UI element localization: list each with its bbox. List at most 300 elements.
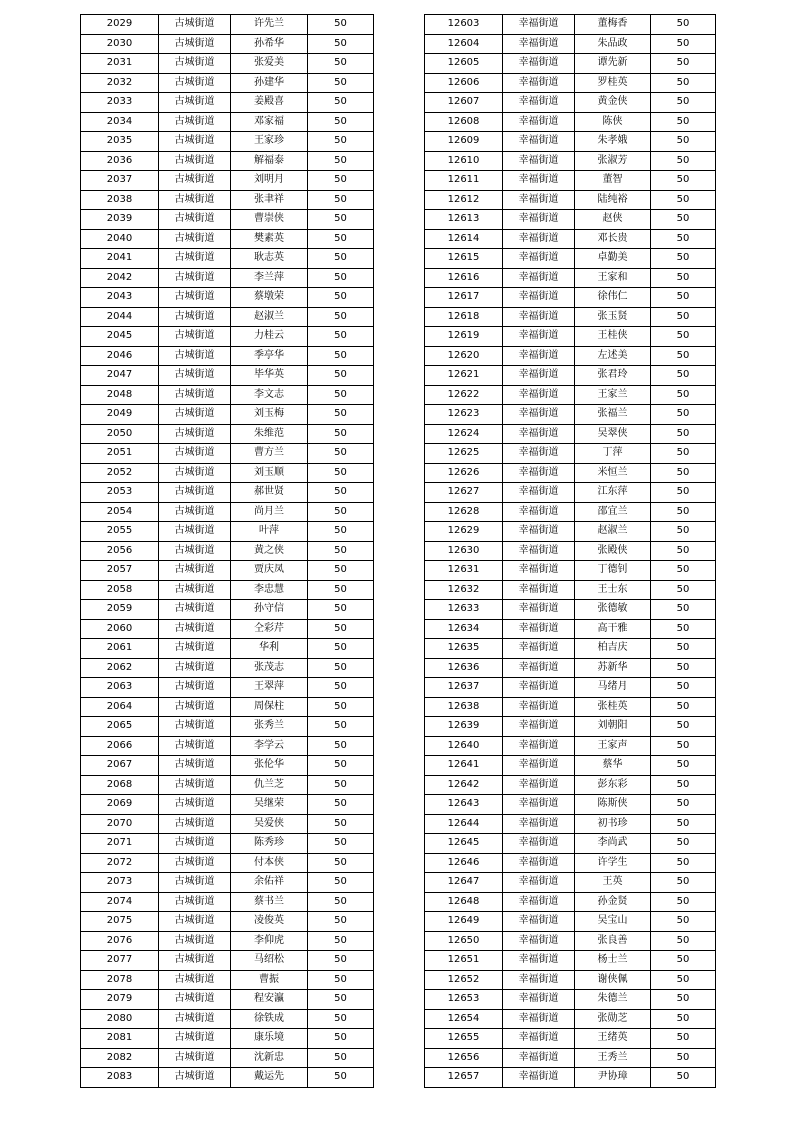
cell-number: 2078 [81, 970, 159, 990]
cell-street: 古城街道 [159, 483, 231, 503]
cell-street: 幸福街道 [503, 307, 575, 327]
cell-name: 刘明月 [231, 171, 308, 191]
cell-street: 古城街道 [159, 951, 231, 971]
cell-amount: 50 [651, 756, 716, 776]
cell-amount: 50 [651, 970, 716, 990]
cell-number: 2039 [81, 210, 159, 230]
table-row [81, 1009, 374, 1029]
cell-street: 古城街道 [159, 931, 231, 951]
cell-name: 沈新忠 [231, 1048, 308, 1068]
table-row [425, 814, 716, 834]
cell-name: 张良善 [575, 931, 651, 951]
cell-amount: 50 [308, 580, 374, 600]
cell-street: 幸福街道 [503, 73, 575, 93]
cell-number: 12632 [425, 580, 503, 600]
cell-amount: 50 [651, 210, 716, 230]
cell-number: 12621 [425, 366, 503, 386]
cell-amount: 50 [651, 853, 716, 873]
cell-name: 赵淑兰 [231, 307, 308, 327]
cell-amount: 50 [308, 307, 374, 327]
cell-street: 古城街道 [159, 385, 231, 405]
table-row [81, 639, 374, 659]
cell-name: 左述美 [575, 346, 651, 366]
table-row [425, 1009, 716, 1029]
cell-number: 12656 [425, 1048, 503, 1068]
cell-name: 戴运先 [231, 1068, 308, 1088]
table-left [80, 14, 374, 1088]
cell-number: 2035 [81, 132, 159, 152]
cell-amount: 50 [308, 814, 374, 834]
cell-amount: 50 [308, 132, 374, 152]
cell-number: 2045 [81, 327, 159, 347]
cell-name: 陈侠 [575, 112, 651, 132]
cell-amount: 50 [308, 1029, 374, 1049]
table-row [81, 1068, 374, 1088]
cell-name: 孙建华 [231, 73, 308, 93]
table-row [425, 463, 716, 483]
cell-street: 古城街道 [159, 132, 231, 152]
cell-amount: 50 [651, 814, 716, 834]
cell-street: 古城街道 [159, 619, 231, 639]
cell-amount: 50 [651, 834, 716, 854]
cell-name: 王绪英 [575, 1029, 651, 1049]
table-row [81, 697, 374, 717]
cell-number: 12642 [425, 775, 503, 795]
cell-amount: 50 [308, 853, 374, 873]
cell-amount: 50 [308, 483, 374, 503]
cell-name: 张君玲 [575, 366, 651, 386]
cell-number: 2050 [81, 424, 159, 444]
cell-name: 张勋芝 [575, 1009, 651, 1029]
cell-number: 12652 [425, 970, 503, 990]
cell-name: 王秀兰 [575, 1048, 651, 1068]
cell-name: 李学云 [231, 736, 308, 756]
table-row [81, 151, 374, 171]
cell-number: 2060 [81, 619, 159, 639]
cell-street: 古城街道 [159, 1048, 231, 1068]
table-row [425, 132, 716, 152]
cell-street: 幸福街道 [503, 522, 575, 542]
table-row [425, 171, 716, 191]
cell-amount: 50 [308, 424, 374, 444]
cell-street: 幸福街道 [503, 600, 575, 620]
table-row [81, 931, 374, 951]
cell-name: 丁德钊 [575, 561, 651, 581]
cell-number: 12616 [425, 268, 503, 288]
cell-name: 吴翠侠 [575, 424, 651, 444]
cell-street: 幸福街道 [503, 658, 575, 678]
cell-street: 幸福街道 [503, 112, 575, 132]
table-row [425, 580, 716, 600]
cell-amount: 50 [308, 775, 374, 795]
table-row [81, 600, 374, 620]
cell-amount: 50 [308, 892, 374, 912]
cell-number: 2067 [81, 756, 159, 776]
cell-street: 幸福街道 [503, 502, 575, 522]
cell-street: 幸福街道 [503, 132, 575, 152]
cell-amount: 50 [308, 229, 374, 249]
table-row [425, 853, 716, 873]
cell-name: 耿志英 [231, 249, 308, 269]
cell-name: 王家珍 [231, 132, 308, 152]
cell-name: 曹崇侠 [231, 210, 308, 230]
cell-amount: 50 [651, 1029, 716, 1049]
cell-name: 付本侠 [231, 853, 308, 873]
table-row [81, 912, 374, 932]
cell-street: 幸福街道 [503, 834, 575, 854]
cell-number: 12624 [425, 424, 503, 444]
table-row [425, 619, 716, 639]
cell-name: 张茂志 [231, 658, 308, 678]
table-row [81, 853, 374, 873]
cell-amount: 50 [308, 366, 374, 386]
cell-amount: 50 [308, 288, 374, 308]
cell-street: 幸福街道 [503, 93, 575, 113]
cell-name: 吴宝山 [575, 912, 651, 932]
cell-amount: 50 [308, 619, 374, 639]
cell-street: 幸福街道 [503, 405, 575, 425]
cell-amount: 50 [308, 268, 374, 288]
cell-amount: 50 [308, 1009, 374, 1029]
cell-street: 幸福街道 [503, 366, 575, 386]
cell-street: 古城街道 [159, 853, 231, 873]
cell-amount: 50 [308, 717, 374, 737]
cell-amount: 50 [651, 249, 716, 269]
table-row [81, 385, 374, 405]
cell-street: 古城街道 [159, 873, 231, 893]
table-row [425, 444, 716, 464]
cell-number: 12627 [425, 483, 503, 503]
table-row [425, 229, 716, 249]
cell-name: 朱德兰 [575, 990, 651, 1010]
cell-number: 2058 [81, 580, 159, 600]
cell-amount: 50 [651, 268, 716, 288]
cell-street: 幸福街道 [503, 1009, 575, 1029]
cell-number: 2080 [81, 1009, 159, 1029]
cell-amount: 50 [308, 151, 374, 171]
table-row [81, 346, 374, 366]
cell-street: 幸福街道 [503, 1068, 575, 1088]
cell-number: 2037 [81, 171, 159, 191]
cell-number: 12634 [425, 619, 503, 639]
cell-number: 12655 [425, 1029, 503, 1049]
table-row [81, 970, 374, 990]
cell-name: 王英 [575, 873, 651, 893]
cell-street: 古城街道 [159, 678, 231, 698]
cell-number: 12643 [425, 795, 503, 815]
cell-number: 2072 [81, 853, 159, 873]
cell-number: 12633 [425, 600, 503, 620]
cell-number: 2059 [81, 600, 159, 620]
cell-name: 张伦华 [231, 756, 308, 776]
cell-amount: 50 [308, 327, 374, 347]
cell-amount: 50 [308, 54, 374, 74]
cell-amount: 50 [651, 775, 716, 795]
cell-amount: 50 [651, 697, 716, 717]
cell-amount: 50 [651, 931, 716, 951]
cell-number: 12603 [425, 15, 503, 35]
cell-street: 古城街道 [159, 112, 231, 132]
cell-amount: 50 [651, 522, 716, 542]
table-row [81, 951, 374, 971]
cell-number: 2052 [81, 463, 159, 483]
table-row [81, 619, 374, 639]
cell-number: 12604 [425, 34, 503, 54]
cell-name: 邓长贵 [575, 229, 651, 249]
cell-amount: 50 [651, 1009, 716, 1029]
cell-name: 邓家福 [231, 112, 308, 132]
cell-name: 王士东 [575, 580, 651, 600]
cell-name: 孙金贤 [575, 892, 651, 912]
cell-amount: 50 [308, 73, 374, 93]
cell-amount: 50 [308, 678, 374, 698]
cell-number: 2062 [81, 658, 159, 678]
cell-street: 古城街道 [159, 658, 231, 678]
cell-street: 古城街道 [159, 775, 231, 795]
cell-amount: 50 [651, 873, 716, 893]
cell-name: 程安瀛 [231, 990, 308, 1010]
cell-number: 2065 [81, 717, 159, 737]
cell-amount: 50 [308, 210, 374, 230]
cell-name: 赵侠 [575, 210, 651, 230]
cell-street: 幸福街道 [503, 171, 575, 191]
table-row [425, 346, 716, 366]
cell-street: 古城街道 [159, 210, 231, 230]
cell-street: 古城街道 [159, 561, 231, 581]
cell-amount: 50 [651, 619, 716, 639]
cell-name: 郝世贤 [231, 483, 308, 503]
cell-number: 12631 [425, 561, 503, 581]
cell-amount: 50 [651, 502, 716, 522]
cell-number: 12612 [425, 190, 503, 210]
cell-name: 仝彩芹 [231, 619, 308, 639]
cell-number: 2043 [81, 288, 159, 308]
cell-street: 幸福街道 [503, 210, 575, 230]
cell-amount: 50 [651, 795, 716, 815]
cell-street: 幸福街道 [503, 717, 575, 737]
cell-amount: 50 [308, 112, 374, 132]
table-row [81, 483, 374, 503]
cell-amount: 50 [651, 717, 716, 737]
cell-name: 贾庆凤 [231, 561, 308, 581]
cell-number: 2047 [81, 366, 159, 386]
table-row [81, 171, 374, 191]
cell-name: 张殿侠 [575, 541, 651, 561]
cell-name: 叶萍 [231, 522, 308, 542]
cell-name: 陆纯裕 [575, 190, 651, 210]
cell-amount: 50 [651, 736, 716, 756]
cell-amount: 50 [651, 912, 716, 932]
cell-number: 12637 [425, 678, 503, 698]
cell-amount: 50 [651, 561, 716, 581]
cell-street: 幸福街道 [503, 873, 575, 893]
cell-street: 古城街道 [159, 736, 231, 756]
cell-amount: 50 [308, 990, 374, 1010]
cell-street: 古城街道 [159, 522, 231, 542]
cell-street: 幸福街道 [503, 580, 575, 600]
cell-street: 古城街道 [159, 424, 231, 444]
cell-street: 幸福街道 [503, 346, 575, 366]
cell-amount: 50 [308, 1048, 374, 1068]
cell-name: 吴爱侠 [231, 814, 308, 834]
cell-street: 古城街道 [159, 541, 231, 561]
cell-street: 古城街道 [159, 249, 231, 269]
cell-amount: 50 [651, 15, 716, 35]
cell-amount: 50 [308, 658, 374, 678]
table-row [425, 288, 716, 308]
cell-amount: 50 [308, 385, 374, 405]
table-row [81, 229, 374, 249]
table-row [81, 795, 374, 815]
cell-name: 周保柱 [231, 697, 308, 717]
cell-amount: 50 [308, 639, 374, 659]
cell-name: 丁萍 [575, 444, 651, 464]
cell-number: 2063 [81, 678, 159, 698]
cell-amount: 50 [651, 229, 716, 249]
table-row [81, 405, 374, 425]
cell-number: 12641 [425, 756, 503, 776]
cell-street: 古城街道 [159, 268, 231, 288]
cell-number: 12630 [425, 541, 503, 561]
cell-amount: 50 [651, 346, 716, 366]
cell-amount: 50 [651, 171, 716, 191]
cell-number: 12645 [425, 834, 503, 854]
cell-number: 2081 [81, 1029, 159, 1049]
table-row [425, 912, 716, 932]
cell-street: 幸福街道 [503, 424, 575, 444]
cell-number: 2056 [81, 541, 159, 561]
table-row [81, 132, 374, 152]
table-row [425, 405, 716, 425]
cell-street: 古城街道 [159, 1029, 231, 1049]
table-row [81, 463, 374, 483]
cell-amount: 50 [308, 541, 374, 561]
table-row [81, 990, 374, 1010]
cell-amount: 50 [308, 834, 374, 854]
cell-street: 幸福街道 [503, 1029, 575, 1049]
cell-street: 幸福街道 [503, 385, 575, 405]
cell-street: 幸福街道 [503, 541, 575, 561]
cell-street: 幸福街道 [503, 561, 575, 581]
cell-number: 12610 [425, 151, 503, 171]
cell-number: 12626 [425, 463, 503, 483]
cell-amount: 50 [308, 405, 374, 425]
table-row [81, 288, 374, 308]
cell-amount: 50 [308, 561, 374, 581]
cell-number: 2057 [81, 561, 159, 581]
cell-name: 仇兰芝 [231, 775, 308, 795]
cell-number: 2041 [81, 249, 159, 269]
cell-name: 张桂英 [575, 697, 651, 717]
cell-name: 邵宜兰 [575, 502, 651, 522]
cell-name: 蔡墩荣 [231, 288, 308, 308]
cell-name: 谭先新 [575, 54, 651, 74]
table-row [425, 1068, 716, 1088]
cell-street: 古城街道 [159, 1009, 231, 1029]
cell-amount: 50 [651, 483, 716, 503]
cell-name: 尚月兰 [231, 502, 308, 522]
cell-amount: 50 [308, 736, 374, 756]
cell-name: 张玉贤 [575, 307, 651, 327]
cell-street: 幸福街道 [503, 190, 575, 210]
table-row [81, 1029, 374, 1049]
cell-street: 古城街道 [159, 697, 231, 717]
cell-number: 12619 [425, 327, 503, 347]
cell-amount: 50 [651, 541, 716, 561]
cell-name: 王家兰 [575, 385, 651, 405]
table-row [81, 93, 374, 113]
table-row [81, 678, 374, 698]
cell-number: 2054 [81, 502, 159, 522]
cell-number: 12620 [425, 346, 503, 366]
cell-name: 姜殿喜 [231, 93, 308, 113]
cell-amount: 50 [651, 405, 716, 425]
cell-street: 幸福街道 [503, 1048, 575, 1068]
cell-street: 古城街道 [159, 639, 231, 659]
cell-number: 2029 [81, 15, 159, 35]
cell-number: 2055 [81, 522, 159, 542]
cell-amount: 50 [651, 93, 716, 113]
table-row [425, 697, 716, 717]
cell-name: 力桂云 [231, 327, 308, 347]
cell-amount: 50 [651, 190, 716, 210]
cell-street: 古城街道 [159, 93, 231, 113]
table-row [425, 541, 716, 561]
cell-name: 蔡书兰 [231, 892, 308, 912]
cell-number: 12651 [425, 951, 503, 971]
cell-street: 古城街道 [159, 73, 231, 93]
table-row [425, 658, 716, 678]
table-row [425, 15, 716, 35]
cell-street: 古城街道 [159, 54, 231, 74]
table-row [81, 775, 374, 795]
cell-number: 12614 [425, 229, 503, 249]
cell-street: 幸福街道 [503, 970, 575, 990]
cell-number: 2064 [81, 697, 159, 717]
table-row [81, 658, 374, 678]
cell-name: 徐铁成 [231, 1009, 308, 1029]
table-row [425, 717, 716, 737]
cell-street: 幸福街道 [503, 483, 575, 503]
cell-name: 陈斯侠 [575, 795, 651, 815]
cell-amount: 50 [308, 190, 374, 210]
table-row [81, 736, 374, 756]
cell-amount: 50 [651, 54, 716, 74]
cell-street: 幸福街道 [503, 327, 575, 347]
table-row [425, 385, 716, 405]
cell-name: 米恒兰 [575, 463, 651, 483]
table-row [425, 366, 716, 386]
cell-street: 古城街道 [159, 171, 231, 191]
table-row [425, 756, 716, 776]
cell-amount: 50 [651, 34, 716, 54]
table-row [425, 1048, 716, 1068]
cell-amount: 50 [651, 327, 716, 347]
cell-number: 2033 [81, 93, 159, 113]
cell-name: 马绪月 [575, 678, 651, 698]
cell-name: 刘朝阳 [575, 717, 651, 737]
cell-number: 2068 [81, 775, 159, 795]
cell-amount: 50 [651, 658, 716, 678]
cell-number: 12654 [425, 1009, 503, 1029]
cell-amount: 50 [308, 951, 374, 971]
cell-amount: 50 [651, 112, 716, 132]
cell-number: 12657 [425, 1068, 503, 1088]
cell-name: 王桂侠 [575, 327, 651, 347]
cell-number: 2066 [81, 736, 159, 756]
table-row [425, 873, 716, 893]
cell-number: 2040 [81, 229, 159, 249]
